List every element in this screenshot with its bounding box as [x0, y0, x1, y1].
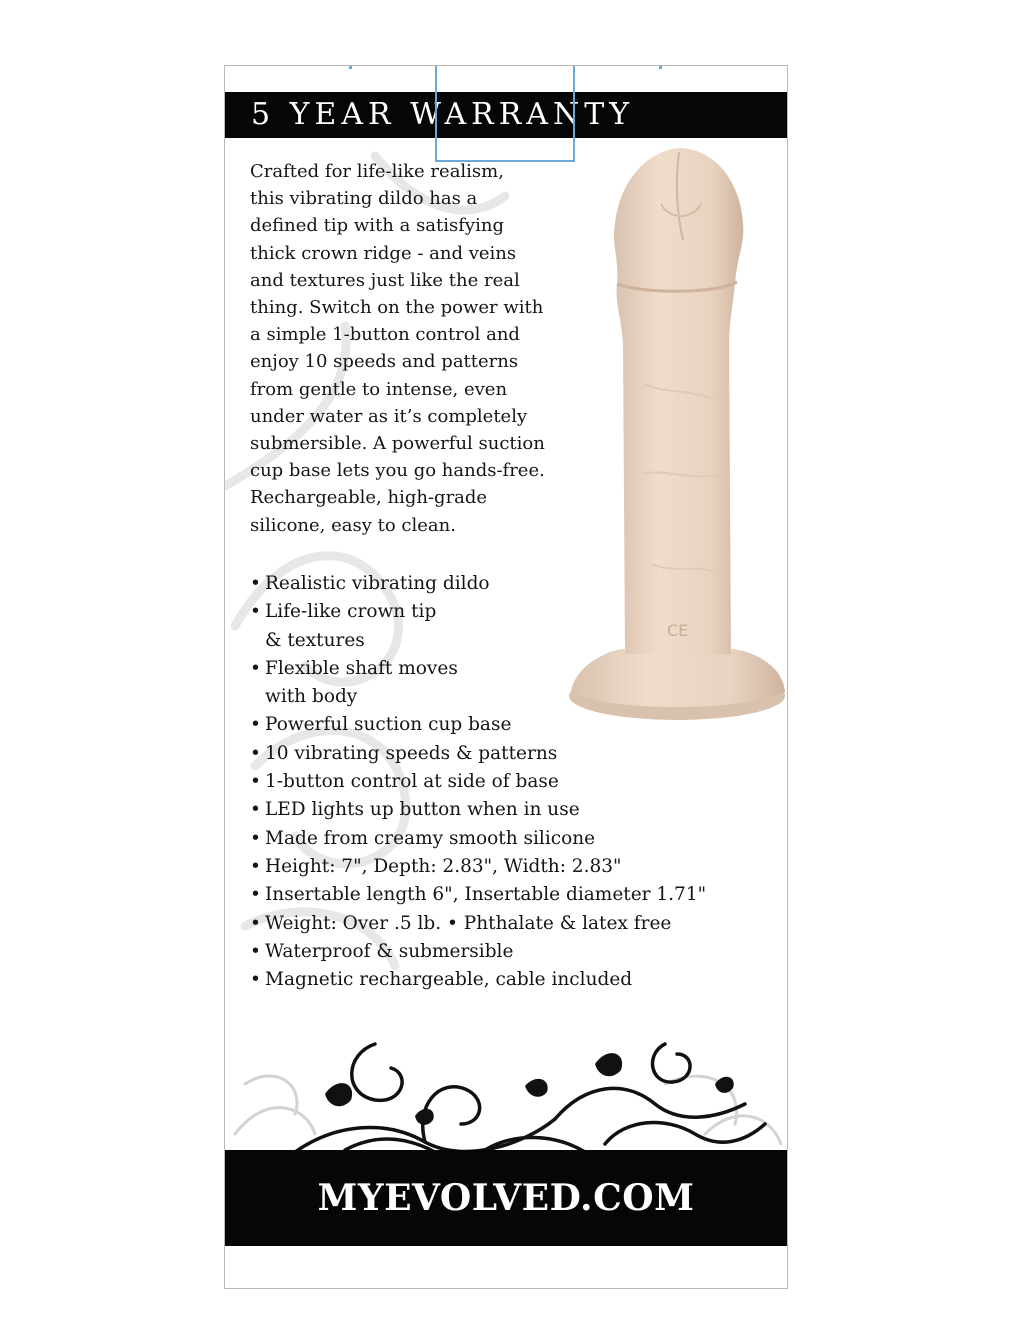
feature-line: Height: 7", Depth: 2.83", Width: 2.83"	[265, 855, 622, 877]
feature-item	[250, 796, 788, 824]
description-line: a simple 1-button control and	[250, 324, 520, 346]
feature-list	[250, 570, 788, 994]
feature-item	[250, 740, 788, 768]
product-box-back	[224, 65, 788, 1289]
description-line: from gentle to intense, even	[250, 378, 508, 400]
description-line: enjoy 10 speeds and patterns	[250, 351, 519, 373]
feature-line: 10 vibrating speeds & patterns	[265, 742, 558, 764]
selection-tick-left	[349, 66, 352, 69]
description-line: Rechargeable, high-grade	[250, 487, 488, 509]
description-line: Crafted for life-like realism,	[250, 161, 504, 182]
feature-line: 1-button control at side of base	[265, 771, 559, 793]
feature-line: with body	[265, 686, 358, 708]
feature-line: Insertable length 6", Insertable diameter 1.71"	[265, 884, 707, 906]
floral-ornament	[225, 1024, 787, 1154]
selection-outline	[435, 66, 575, 162]
warranty-banner: 5 YEAR WARRANTY	[225, 92, 787, 138]
feature-line: LED lights up button when in use	[265, 799, 580, 821]
feature-item	[250, 910, 788, 938]
feature-line: Powerful suction cup base	[265, 714, 512, 736]
feature-item	[250, 570, 788, 598]
feature-item	[250, 598, 788, 655]
description-line: and textures just like the real	[250, 269, 520, 291]
description-line: thing. Switch on the power with	[250, 297, 544, 319]
selection-tick-right	[659, 66, 662, 69]
feature-line: Made from creamy smooth silicone	[265, 827, 596, 849]
feature-line: Weight: Over .5 lb. • Phthalate & latex free	[265, 912, 672, 934]
feature-line: Magnetic rechargeable, cable included	[265, 969, 633, 991]
feature-line: Realistic vibrating dildo	[265, 573, 490, 594]
feature-item	[250, 853, 788, 881]
feature-item	[250, 825, 788, 853]
feature-item	[250, 711, 788, 739]
description-line: silicone, easy to clean.	[250, 514, 456, 536]
description-line: under water as it’s completely	[250, 405, 528, 427]
description-line: submersible. A powerful suction	[250, 433, 545, 455]
feature-line: Life-like crown tip	[265, 601, 437, 623]
description-line: cup base lets you go hands-free.	[250, 460, 545, 482]
feature-item	[250, 655, 788, 712]
website-banner: MYEVOLVED.COM	[225, 1150, 787, 1246]
description-line: this vibrating dildo has a	[250, 188, 478, 210]
feature-line: & textures	[265, 629, 365, 651]
feature-line: Waterproof & submersible	[265, 940, 514, 962]
feature-line: Flexible shaft moves	[265, 657, 458, 679]
feature-item	[250, 881, 788, 909]
ce-mark: CE	[667, 621, 689, 640]
feature-item	[250, 966, 788, 994]
description-line: thick crown ridge - and veins	[250, 242, 517, 264]
feature-item	[250, 768, 788, 796]
description-line: defined tip with a satisfying	[250, 215, 504, 237]
feature-item	[250, 938, 788, 966]
